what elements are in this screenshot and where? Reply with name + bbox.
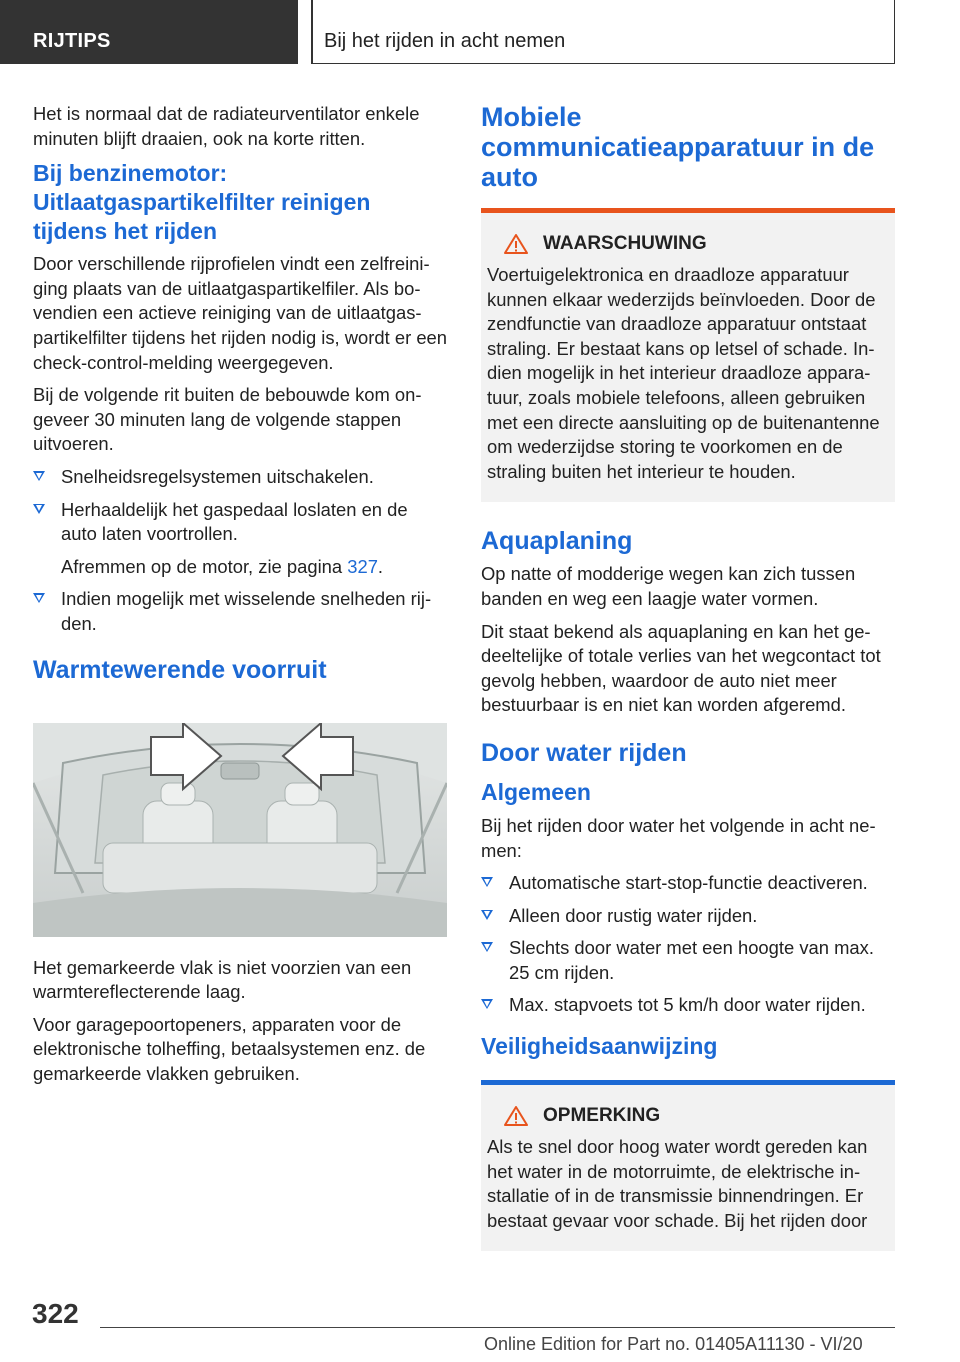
heading-general: Algemeen — [481, 778, 591, 805]
section-tab: RIJTIPS — [0, 0, 298, 64]
left-column — [33, 102, 447, 1094]
filter-paragraph-1: Door verschillende rijprofielen vindt een zelfreiniging plaats van de uitlaatgaspartikelfiler. Als bovendien een actieve reiniging van de uitlaatgaspartikelfilter tijdens het rijden nodig is, wordt er een check-control-melding weergegeven. — [33, 253, 448, 373]
list-item: Slechts door water met een hoogte van max. 25 cm rijden. — [481, 936, 895, 985]
page-number: 322 — [32, 1298, 79, 1329]
filter-paragraph-2: Bij de volgende rit buiten de bebouwde kom ongeveer 30 minuten lang de volgende stappen uitvoeren. — [33, 384, 422, 455]
edition-text: Online Edition for Part no. 01405A11130 - VI/20 — [484, 1334, 863, 1354]
heading-windshield: Warmtewerende voorruit — [33, 655, 327, 684]
aquaplaning-paragraph-2: Dit staat bekend als aquaplaning en kan het gedeeltelijke of totale verlies van het wegcontact tot gevolg hebben, waardoor de auto niet meer bestuurbaar is en niet kan worden afgeremd. — [481, 620, 881, 716]
heading-safety-note: Veiligheidsaanwijzing — [481, 1033, 718, 1060]
list-item: Alleen door rustig water rijden. — [481, 904, 895, 929]
triangle-bullet-icon — [481, 877, 493, 887]
page-link[interactable]: 327 — [347, 555, 378, 577]
heading-water-driving: Door water rijden — [481, 738, 687, 767]
heading-particle-filter: Bij benzinemotor: Uitlaatgaspartikelfilter reinigen tijdens het rijden — [33, 160, 371, 245]
warning-title: WAARSCHUWING — [543, 233, 707, 254]
sub-note: Afremmen op de motor, zie pagina 327. — [61, 555, 384, 577]
windshield-illustration — [33, 723, 447, 937]
caption-2: Voor garagepoortopeners, apparaten voor de elektronische tolheffing, betaalsystemen enz. de gemarkeerde vlakken gebruiken. — [33, 1013, 426, 1084]
list-item: Automatische start-stop-functie deactiveren. — [481, 871, 895, 896]
aquaplaning-paragraph-1: Op natte of modderige wegen kan zich tussen banden en weg een laagje water vormen. — [481, 563, 856, 609]
water-list — [481, 871, 895, 1018]
note-text: Als te snel door hoog water wordt gereden kan het water in de motorruimte, de elektrische installatie of in de transmissie binnendringen. Er bestaat gevaar voor schade. Bij het rijden door — [487, 1136, 868, 1231]
warning-text: Voertuigelektronica en draadloze apparatuur kunnen elkaar wederzijds beïnvloeden. Door de zendfunctie van draadloze apparatuur ontstaat straling. Er bestaat kans op letsel of schade. Indien mogelijk in het interieur draadloze apparatuur, zoals mobiele telefoons, alleen gebruiken met een directe aansluiting op de buitenantenne om wederzijdse storing te voorkomen en de straling buiten het interieur te houden. — [487, 264, 880, 482]
water-intro: Bij het rijden door water het volgende in acht nemen: — [481, 814, 876, 861]
page-header — [0, 0, 960, 66]
heading-aquaplaning: Aquaplaning — [481, 527, 633, 556]
list-item: Max. stapvoets tot 5 km/h door water rijden. — [481, 993, 895, 1018]
note-box — [481, 1080, 895, 1251]
warning-triangle-icon — [503, 233, 529, 255]
warning-header — [487, 233, 887, 255]
triangle-bullet-icon — [33, 471, 45, 481]
list-item: Indien mogelijk met wisselende snelheden rijden. — [33, 587, 447, 636]
triangle-bullet-icon — [481, 910, 493, 920]
steps-list — [33, 465, 447, 637]
heading-mobile-equipment: Mobiele communicatieapparatuur in de auto — [481, 102, 875, 192]
caption-1: Het gemarkeerde vlak is niet voorzien van een warmtereflecterende laag. — [33, 956, 412, 1003]
triangle-bullet-icon — [481, 999, 493, 1009]
warning-triangle-icon — [503, 1105, 529, 1127]
footer-divider — [100, 1327, 895, 1328]
triangle-bullet-icon — [33, 504, 45, 514]
right-column — [481, 102, 895, 1271]
intro-paragraph: Het is normaal dat de radiateurventilator enkele minuten blijft draaien, ook na korte ritten. — [33, 103, 420, 149]
list-item: Herhaaldelijk het gaspedaal loslaten en de auto laten voortrollen. Afremmen op de motor, zie pagina 327. — [33, 498, 447, 580]
note-title: OPMERKING — [543, 1105, 661, 1127]
list-item: Snelheidsregelsystemen uitschakelen. — [33, 465, 447, 490]
triangle-bullet-icon — [33, 593, 45, 603]
chapter-title: Bij het rijden in acht nemen — [311, 0, 895, 64]
triangle-bullet-icon — [481, 942, 493, 952]
note-header — [487, 1105, 887, 1127]
warning-box — [481, 208, 895, 502]
